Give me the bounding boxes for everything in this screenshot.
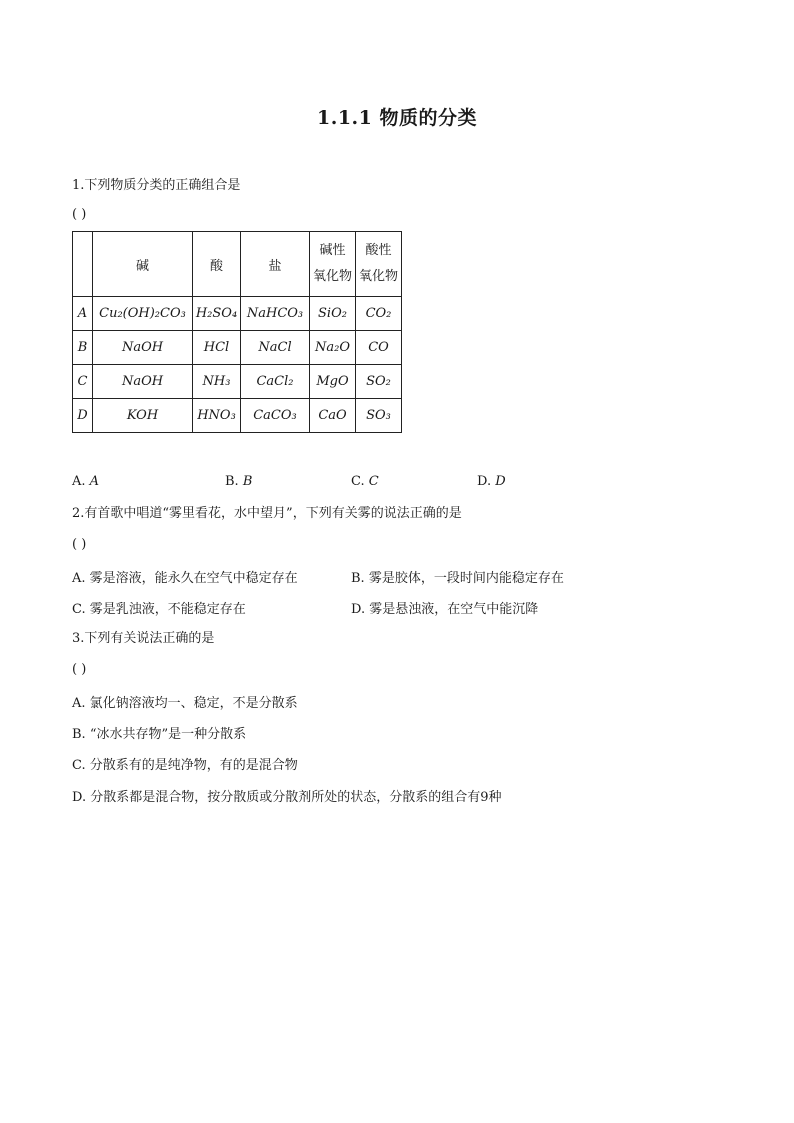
table-cell: B	[73, 331, 93, 365]
question-2-stem: 2.有首歌中唱道“雾里看花，水中望月”，下列有关雾的说法正确的是	[72, 506, 462, 521]
option-label: C.	[351, 474, 369, 489]
table-cell: Cu₂(OH)₂CO₃	[93, 297, 193, 331]
question-3-answer-blank: ( )	[72, 662, 87, 677]
option-label: D.	[477, 474, 496, 489]
table-cell: NaCl	[241, 331, 310, 365]
table-header-cell	[356, 232, 402, 297]
question-1-option-a[interactable]	[72, 474, 99, 489]
question-1-option-b[interactable]	[225, 474, 252, 489]
page-title: 1.1.1 物质的分类	[316, 107, 477, 129]
table-cell: CaCO₃	[241, 399, 310, 433]
table-header-line: 酸性	[365, 243, 392, 258]
table-header-line: 氧化物	[312, 269, 352, 284]
question-3-option-c[interactable]: C. 分散系有的是纯净物，有的是混合物	[72, 758, 298, 773]
question-2-answer-blank: ( )	[72, 537, 87, 552]
table-cell: NaOH	[93, 365, 193, 399]
table-cell: NaHCO₃	[241, 297, 310, 331]
question-1-answer-blank: ( )	[72, 207, 87, 222]
table-cell: H₂SO₄	[193, 297, 241, 331]
table-cell: C	[73, 365, 93, 399]
table-header-row	[73, 232, 402, 297]
question-3-option-d[interactable]: D. 分散系都是混合物，按分散质或分散剂所处的状态，分散系的组合有9种	[72, 790, 502, 805]
table-header-line: 氧化物	[358, 269, 398, 284]
option-text: A	[89, 474, 100, 489]
table-header-cell: 碱	[93, 232, 193, 297]
table-cell: CaO	[310, 399, 356, 433]
question-2-option-d[interactable]: D. 雾是悬浊液，在空气中能沉降	[351, 602, 539, 617]
table-cell: A	[73, 297, 93, 331]
option-label: B.	[225, 474, 243, 489]
table-cell: CO₂	[356, 297, 402, 331]
table-cell: CaCl₂	[241, 365, 310, 399]
question-2-option-c[interactable]: C. 雾是乳浊液，不能稳定存在	[72, 602, 246, 617]
table-cell: KOH	[93, 399, 193, 433]
table-cell: HCl	[193, 331, 241, 365]
table-cell: SO₃	[356, 399, 402, 433]
table-cell: SiO₂	[310, 297, 356, 331]
table-cell: NH₃	[193, 365, 241, 399]
table-row	[73, 399, 402, 433]
table-cell: MgO	[310, 365, 356, 399]
table-header-line: 碱性	[319, 243, 346, 258]
table-cell: D	[73, 399, 93, 433]
table-header-cell	[73, 232, 93, 297]
question-2-option-a[interactable]: A. 雾是溶液，能永久在空气中稳定存在	[72, 571, 298, 586]
option-text: D	[495, 474, 506, 489]
question-1-option-c[interactable]	[351, 474, 379, 489]
table-cell: HNO₃	[193, 399, 241, 433]
table-cell: NaOH	[93, 331, 193, 365]
option-text: C	[368, 474, 379, 489]
table-header-cell: 酸	[193, 232, 241, 297]
question-3-option-a[interactable]: A. 氯化钠溶液均一、稳定，不是分散系	[72, 696, 298, 711]
table-header-cell: 盐	[241, 232, 310, 297]
table-row	[73, 297, 402, 331]
question-2-option-b[interactable]: B. 雾是胶体，一段时间内能稳定存在	[351, 571, 564, 586]
question-3-stem: 3.下列有关说法正确的是	[72, 631, 215, 646]
question-1-stem: 1.下列物质分类的正确组合是	[72, 178, 241, 193]
question-3-option-b[interactable]: B. “冰水共存物”是一种分散系	[72, 727, 247, 742]
table-row	[73, 331, 402, 365]
option-text: B	[242, 474, 253, 489]
table-row	[73, 365, 402, 399]
classification-table	[72, 231, 402, 433]
question-1-option-d[interactable]	[477, 474, 506, 489]
table-cell: CO	[356, 331, 402, 365]
table-cell: Na₂O	[310, 331, 356, 365]
table-header-cell	[310, 232, 356, 297]
table-cell: SO₂	[356, 365, 402, 399]
option-label: A.	[72, 474, 90, 489]
